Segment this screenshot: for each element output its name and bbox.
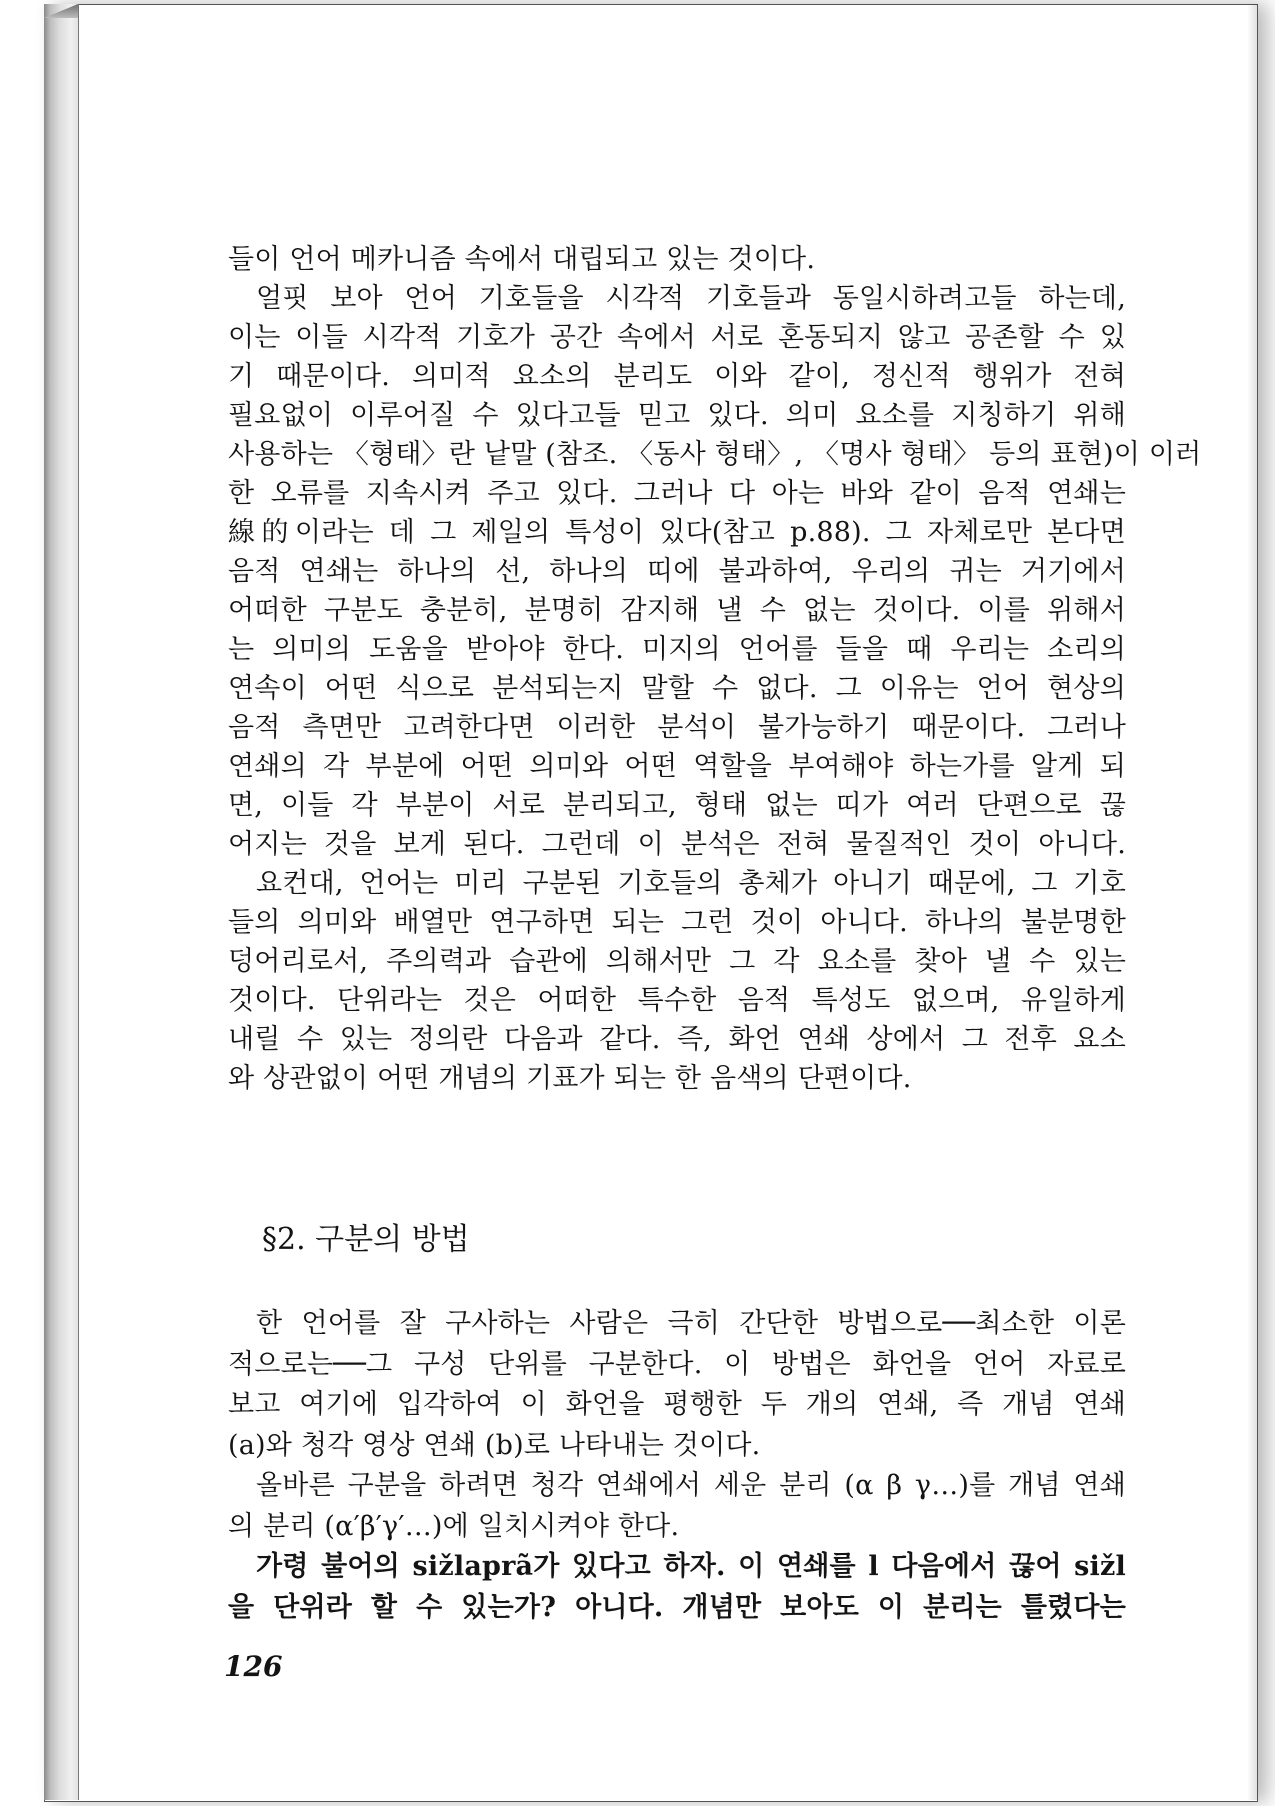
text-line: 어지는 것을 보게 된다. 그런데 이 분석은 전혀 물질적인 것이 아니다.: [228, 829, 1126, 860]
text-line: 기 때문이다. 의미적 요소의 분리도 이와 같이, 정신적 행위가 전혀: [228, 361, 1126, 392]
page-edge-shadow: [1247, 4, 1257, 1800]
text-line: 한 오류를 지속시켜 주고 있다. 그러나 다 아는 바와 같이 음적 연쇄는: [228, 478, 1126, 509]
text-line: 음적 연쇄는 하나의 선, 하나의 띠에 불과하여, 우리의 귀는 거기에서: [228, 556, 1126, 587]
text-line: 연쇄의 각 부분에 어떤 의미와 어떤 역할을 부여해야 하는가를 알게 되: [228, 751, 1126, 782]
text-line: 와 상관없이 어떤 개념의 기표가 되는 한 음색의 단편이다.: [228, 1063, 912, 1094]
text-line: 이는 이들 시각적 기호가 공간 속에서 서로 혼동되지 않고 공존할 수 있: [228, 322, 1126, 353]
text-line: 내릴 수 있는 정의란 다음과 같다. 즉, 화언 연쇄 상에서 그 전후 요소: [228, 1024, 1126, 1055]
text-line: 사용하는 〈형태〉란 낱말 (참조. 〈동사 형태〉, 〈명사 형태〉 등의 표현)이 이러: [228, 439, 1202, 470]
text-line: 가령 불어의 sižlaprã가 있다고 하자. 이 연쇄를 l 다음에서 끊어 sižl: [256, 1551, 1126, 1582]
text-line: 덩어리로서, 주의력과 습관에 의해서만 그 각 요소를 찾아 낼 수 있는: [228, 946, 1126, 977]
text-line: 보고 여기에 입각하여 이 화언을 평행한 두 개의 연쇄, 즉 개념 연쇄: [228, 1389, 1126, 1420]
text-line: 요컨대, 언어는 미리 구분된 기호들의 총체가 아니기 때문에, 그 기호: [256, 868, 1126, 899]
book-spine: [44, 4, 79, 1800]
text-line: 면, 이들 각 부분이 서로 분리되고, 형태 없는 띠가 여러 단편으로 끊: [228, 790, 1126, 821]
page-number: 126: [224, 1650, 283, 1683]
text-line: 음적 측면만 고려한다면 이러한 분석이 불가능하기 때문이다. 그러나: [228, 712, 1126, 743]
text-line: 들이 언어 메카니즘 속에서 대립되고 있는 것이다.: [228, 244, 816, 275]
section-heading: §2. 구분의 방법: [262, 1222, 470, 1257]
text-line: 것이다. 단위라는 것은 어떠한 특수한 음적 특성도 없으며, 유일하게: [228, 985, 1126, 1016]
text-line: 올바른 구분을 하려면 청각 연쇄에서 세운 분리 (α β γ…)를 개념 연쇄: [256, 1470, 1126, 1501]
text-line: 들의 의미와 배열만 연구하면 되는 그런 것이 아니다. 하나의 불분명한: [228, 907, 1126, 938]
text-line: 는 의미의 도움을 받아야 한다. 미지의 언어를 들을 때 우리는 소리의: [228, 634, 1126, 665]
text-line: 얼핏 보아 언어 기호들을 시각적 기호들과 동일시하려고들 하는데,: [256, 283, 1126, 314]
text-line: 한 언어를 잘 구사하는 사람은 극히 간단한 방법으로──최소한 이론: [256, 1308, 1126, 1339]
text-line: (a)와 청각 영상 연쇄 (b)로 나타내는 것이다.: [228, 1429, 761, 1461]
text-line: 線的이라는 데 그 제일의 특성이 있다(참고 p.88). 그 자체로만 본다면: [228, 517, 1126, 548]
text-line: 연속이 어떤 식으로 분석되는지 말할 수 없다. 그 이유는 언어 현상의: [228, 673, 1126, 704]
text-line: 어떠한 구분도 충분히, 분명히 감지해 낼 수 없는 것이다. 이를 위해서: [228, 595, 1126, 626]
text-line: 의 분리 (α′β′γ′…)에 일치시켜야 한다.: [228, 1510, 680, 1542]
text-line: 필요없이 이루어질 수 있다고들 믿고 있다. 의미 요소를 지칭하기 위해: [228, 400, 1126, 431]
paragraph-main: [228, 240, 1202, 1098]
text-line: 을 단위라 할 수 있는가? 아니다. 개념만 보아도 이 분리는 틀렸다는: [228, 1591, 1126, 1623]
text-line: 적으로는──그 구성 단위를 구분한다. 이 방법은 화언을 언어 자료로: [228, 1348, 1126, 1380]
paragraph-method: [228, 1304, 1126, 1628]
